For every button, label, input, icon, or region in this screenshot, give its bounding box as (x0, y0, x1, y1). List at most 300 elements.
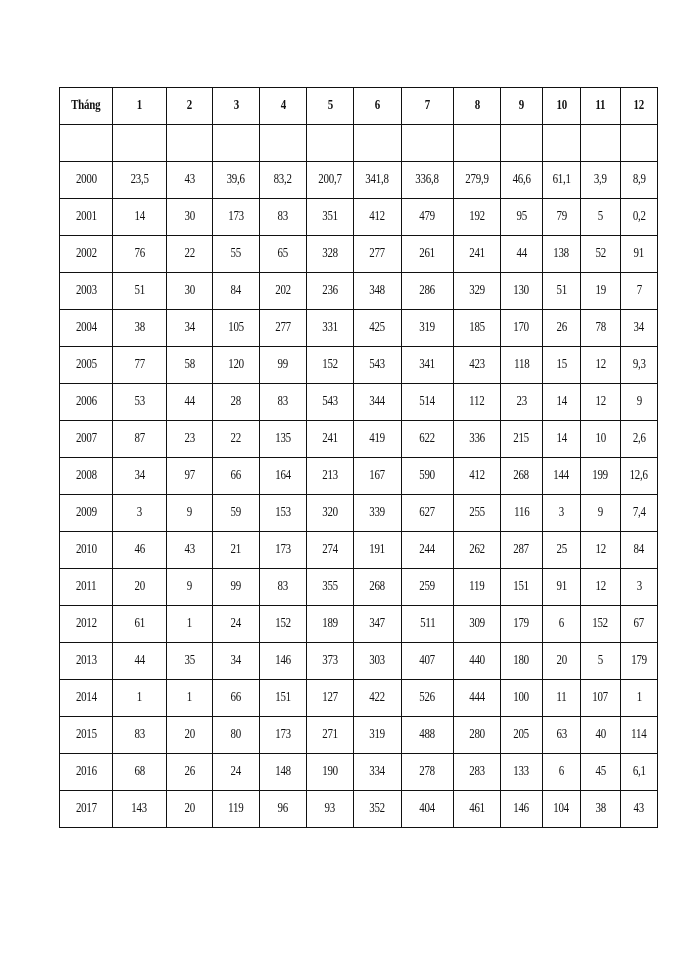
table-row (60, 532, 658, 569)
cell-text: 277 (275, 320, 291, 335)
cell-text: 26 (184, 764, 195, 779)
cell-text: 268 (513, 468, 530, 483)
value-cell (454, 199, 501, 236)
value-cell (581, 643, 621, 680)
cell-text: 319 (419, 320, 436, 335)
header-cell-text: 4 (280, 98, 286, 113)
cell-text: 5 (597, 653, 604, 668)
cell-text: 404 (419, 801, 436, 816)
value-cell (581, 273, 621, 310)
cell-text: 66 (230, 690, 242, 705)
cell-text: 6 (558, 764, 565, 779)
header-cell-text: 8 (474, 98, 480, 113)
value-cell (307, 606, 354, 643)
value-cell (113, 273, 167, 310)
value-cell (307, 421, 354, 458)
table-row (60, 384, 658, 421)
cell-text: 215 (513, 431, 530, 446)
value-cell (307, 495, 354, 532)
value-cell (501, 680, 543, 717)
cell-text: 173 (228, 209, 244, 224)
value-cell (354, 791, 402, 828)
cell-text: 205 (513, 727, 530, 742)
value-cell (454, 310, 501, 347)
value-cell (307, 347, 354, 384)
cell-text: 0,2 (632, 209, 646, 224)
year-cell (60, 199, 113, 236)
cell-text: 30 (184, 209, 195, 224)
cell-text: 143 (131, 801, 148, 816)
value-cell (454, 458, 501, 495)
cell-text: 344 (369, 394, 386, 409)
cell-text: 46,6 (512, 172, 531, 187)
cell-text: 336,8 (415, 172, 440, 187)
cell-text: 488 (419, 727, 436, 742)
cell-text: 59 (230, 505, 242, 520)
table-row (60, 347, 658, 384)
cell-text: 93 (324, 801, 336, 816)
year-cell (60, 458, 113, 495)
cell-text: 331 (322, 320, 338, 335)
cell-text: 45 (595, 764, 606, 779)
value-cell (113, 310, 167, 347)
value-cell (454, 643, 501, 680)
table-row (60, 643, 658, 680)
value-cell (543, 754, 581, 791)
header-cell-text: 1 (136, 98, 143, 113)
value-cell (113, 791, 167, 828)
cell-text: 2002 (75, 246, 97, 261)
value-cell (454, 347, 501, 384)
value-cell (167, 125, 213, 162)
value-cell (213, 754, 260, 791)
cell-text: 91 (633, 246, 645, 261)
cell-text: 46 (134, 542, 145, 557)
year-cell (60, 125, 113, 162)
value-cell (167, 680, 213, 717)
value-cell (501, 458, 543, 495)
value-cell (543, 384, 581, 421)
cell-text: 2011 (75, 579, 97, 594)
cell-text: 179 (513, 616, 530, 631)
year-cell (60, 347, 113, 384)
table-row (60, 606, 658, 643)
value-cell (167, 347, 213, 384)
monthly-data-table (59, 87, 658, 828)
cell-text: 2009 (75, 505, 97, 520)
cell-text: 61,1 (552, 172, 571, 187)
header-cell-text: 9 (518, 98, 525, 113)
value-cell (581, 125, 621, 162)
value-cell (581, 162, 621, 199)
value-cell (213, 532, 260, 569)
value-cell (167, 162, 213, 199)
cell-text: 20 (184, 727, 195, 742)
cell-text: 412 (469, 468, 485, 483)
cell-text: 5 (597, 209, 604, 224)
cell-text: 170 (513, 320, 530, 335)
year-cell (60, 569, 113, 606)
value-cell (307, 458, 354, 495)
cell-text: 274 (322, 542, 338, 557)
value-cell (113, 347, 167, 384)
value-cell (543, 310, 581, 347)
value-cell (113, 569, 167, 606)
value-cell (543, 421, 581, 458)
header-cell-text: 11 (595, 98, 606, 113)
value-cell (402, 643, 454, 680)
cell-text: 425 (369, 320, 386, 335)
cell-text: 277 (369, 246, 386, 261)
value-cell (113, 532, 167, 569)
value-cell (581, 458, 621, 495)
value-cell (454, 532, 501, 569)
cell-text: 152 (592, 616, 609, 631)
cell-text: 255 (469, 505, 485, 520)
cell-text: 12 (595, 357, 606, 372)
cell-text: 341,8 (365, 172, 390, 187)
header-cell-text: 3 (233, 98, 239, 113)
table-row (60, 310, 658, 347)
cell-text: 12 (595, 542, 606, 557)
cell-text: 185 (469, 320, 485, 335)
cell-text: 319 (369, 727, 386, 742)
cell-text: 191 (369, 542, 386, 557)
cell-text: 118 (513, 357, 530, 372)
value-cell (354, 458, 402, 495)
cell-text: 34 (134, 468, 145, 483)
table-body (60, 125, 658, 828)
value-cell (260, 495, 307, 532)
cell-text: 20 (556, 653, 567, 668)
cell-text: 20 (134, 579, 145, 594)
header-cell-month-10 (543, 88, 581, 125)
value-cell (454, 236, 501, 273)
cell-text: 259 (419, 579, 436, 594)
cell-text: 44 (134, 653, 145, 668)
cell-text: 423 (469, 357, 485, 372)
value-cell (501, 236, 543, 273)
cell-text: 2014 (75, 690, 97, 705)
value-cell (167, 717, 213, 754)
cell-text: 76 (134, 246, 145, 261)
value-cell (307, 199, 354, 236)
cell-text: 173 (275, 542, 291, 557)
value-cell (581, 495, 621, 532)
table-row (60, 495, 658, 532)
cell-text: 51 (556, 283, 567, 298)
cell-text: 213 (322, 468, 338, 483)
value-cell (354, 347, 402, 384)
cell-text: 10 (595, 431, 606, 446)
header-cell-month-5 (307, 88, 354, 125)
header-cell-month-6 (354, 88, 402, 125)
cell-text: 97 (184, 468, 195, 483)
value-cell (213, 458, 260, 495)
cell-text: 26 (556, 320, 567, 335)
cell-text: 52 (595, 246, 606, 261)
cell-text: 287 (513, 542, 530, 557)
header-cell-month-9 (501, 88, 543, 125)
value-cell (354, 569, 402, 606)
value-cell (501, 273, 543, 310)
cell-text: 407 (419, 653, 436, 668)
cell-text: 347 (369, 616, 386, 631)
value-cell (581, 680, 621, 717)
value-cell (260, 162, 307, 199)
cell-text: 9 (186, 505, 193, 520)
value-cell (260, 384, 307, 421)
cell-text: 25 (556, 542, 567, 557)
value-cell (543, 458, 581, 495)
cell-text: 120 (228, 357, 244, 372)
cell-text: 38 (134, 320, 145, 335)
value-cell (213, 273, 260, 310)
cell-text: 479 (419, 209, 436, 224)
value-cell (354, 199, 402, 236)
cell-text: 164 (275, 468, 291, 483)
value-cell (543, 717, 581, 754)
cell-text: 329 (469, 283, 485, 298)
table-row (60, 458, 658, 495)
value-cell (454, 680, 501, 717)
value-cell (621, 717, 658, 754)
value-cell (354, 680, 402, 717)
value-cell (167, 754, 213, 791)
cell-text: 279,9 (465, 172, 489, 187)
cell-text: 66 (230, 468, 242, 483)
cell-text: 119 (228, 801, 244, 816)
cell-text: 80 (230, 727, 242, 742)
value-cell (543, 495, 581, 532)
cell-text: 24 (230, 616, 242, 631)
value-cell (167, 236, 213, 273)
cell-text: 133 (513, 764, 530, 779)
value-cell (354, 717, 402, 754)
cell-text: 12,6 (629, 468, 649, 483)
cell-text: 2001 (75, 209, 97, 224)
cell-text: 38 (595, 801, 606, 816)
cell-text: 104 (553, 801, 570, 816)
cell-text: 34 (184, 320, 195, 335)
value-cell (543, 569, 581, 606)
value-cell (213, 606, 260, 643)
value-cell (501, 532, 543, 569)
value-cell (501, 421, 543, 458)
year-cell (60, 791, 113, 828)
table-row-empty (60, 125, 658, 162)
value-cell (621, 680, 658, 717)
value-cell (213, 310, 260, 347)
cell-text: 244 (419, 542, 436, 557)
year-cell (60, 384, 113, 421)
cell-text: 96 (277, 801, 289, 816)
value-cell (307, 384, 354, 421)
table-row (60, 754, 658, 791)
table-row (60, 236, 658, 273)
value-cell (260, 273, 307, 310)
value-cell (260, 347, 307, 384)
cell-text: 303 (369, 653, 386, 668)
value-cell (307, 643, 354, 680)
header-cell-month-label (60, 88, 113, 125)
cell-text: 262 (469, 542, 485, 557)
cell-text: 526 (419, 690, 436, 705)
cell-text: 138 (553, 246, 570, 261)
cell-text: 65 (277, 246, 289, 261)
cell-text: 91 (556, 579, 567, 594)
cell-text: 9 (597, 505, 604, 520)
cell-text: 68 (134, 764, 145, 779)
value-cell (260, 606, 307, 643)
value-cell (260, 791, 307, 828)
value-cell (354, 643, 402, 680)
cell-text: 9 (636, 394, 642, 409)
value-cell (402, 199, 454, 236)
value-cell (260, 125, 307, 162)
value-cell (307, 680, 354, 717)
cell-text: 34 (230, 653, 242, 668)
cell-text: 189 (322, 616, 338, 631)
table-row (60, 569, 658, 606)
value-cell (543, 162, 581, 199)
cell-text: 14 (556, 394, 567, 409)
value-cell (402, 717, 454, 754)
cell-text: 167 (369, 468, 386, 483)
cell-text: 22 (230, 431, 242, 446)
value-cell (213, 643, 260, 680)
cell-text: 511 (419, 616, 436, 631)
value-cell (501, 754, 543, 791)
value-cell (543, 199, 581, 236)
value-cell (621, 458, 658, 495)
cell-text: 152 (275, 616, 291, 631)
value-cell (454, 754, 501, 791)
value-cell (621, 384, 658, 421)
cell-text: 99 (277, 357, 289, 372)
value-cell (621, 569, 658, 606)
cell-text: 2013 (75, 653, 97, 668)
value-cell (543, 273, 581, 310)
cell-text: 11 (556, 690, 567, 705)
table-row (60, 273, 658, 310)
header-cell-month-7 (402, 88, 454, 125)
cell-text: 112 (469, 394, 485, 409)
value-cell (543, 236, 581, 273)
value-cell (260, 680, 307, 717)
value-cell (354, 162, 402, 199)
cell-text: 21 (230, 542, 242, 557)
value-cell (621, 532, 658, 569)
value-cell (501, 347, 543, 384)
value-cell (260, 717, 307, 754)
cell-text: 412 (369, 209, 386, 224)
value-cell (454, 162, 501, 199)
value-cell (213, 162, 260, 199)
cell-text: 23,5 (130, 172, 149, 187)
cell-text: 43 (184, 542, 195, 557)
header-cell-text: 12 (633, 98, 645, 113)
cell-text: 23 (516, 394, 527, 409)
value-cell (167, 310, 213, 347)
cell-text: 2012 (75, 616, 97, 631)
cell-text: 2,6 (632, 431, 646, 446)
value-cell (501, 717, 543, 754)
cell-text: 67 (633, 616, 645, 631)
value-cell (167, 791, 213, 828)
cell-text: 148 (275, 764, 291, 779)
cell-text: 339 (369, 505, 386, 520)
value-cell (621, 310, 658, 347)
cell-text: 151 (513, 579, 530, 594)
value-cell (260, 643, 307, 680)
value-cell (621, 162, 658, 199)
value-cell (402, 384, 454, 421)
cell-text: 6 (558, 616, 565, 631)
cell-text: 63 (556, 727, 567, 742)
cell-text: 95 (516, 209, 527, 224)
cell-text: 40 (595, 727, 606, 742)
value-cell (621, 643, 658, 680)
cell-text: 116 (513, 505, 530, 520)
cell-text: 35 (184, 653, 195, 668)
value-cell (402, 310, 454, 347)
value-cell (581, 310, 621, 347)
value-cell (113, 606, 167, 643)
cell-text: 278 (419, 764, 436, 779)
value-cell (543, 347, 581, 384)
value-cell (167, 273, 213, 310)
value-cell (454, 273, 501, 310)
cell-text: 348 (369, 283, 386, 298)
cell-text: 261 (419, 246, 436, 261)
value-cell (402, 680, 454, 717)
cell-text: 79 (556, 209, 567, 224)
cell-text: 24 (230, 764, 242, 779)
header-cell-month-4 (260, 88, 307, 125)
value-cell (167, 569, 213, 606)
year-cell (60, 532, 113, 569)
value-cell (113, 421, 167, 458)
cell-text: 2015 (75, 727, 97, 742)
value-cell (402, 236, 454, 273)
cell-text: 15 (556, 357, 567, 372)
cell-text: 135 (275, 431, 291, 446)
cell-text: 622 (419, 431, 436, 446)
cell-text: 543 (322, 394, 338, 409)
cell-text: 241 (322, 431, 338, 446)
cell-text: 2004 (75, 320, 97, 335)
value-cell (167, 606, 213, 643)
value-cell (454, 125, 501, 162)
value-cell (260, 199, 307, 236)
cell-text: 192 (469, 209, 485, 224)
value-cell (354, 421, 402, 458)
value-cell (113, 643, 167, 680)
value-cell (454, 791, 501, 828)
cell-text: 352 (369, 801, 386, 816)
cell-text: 53 (134, 394, 145, 409)
cell-text: 6,1 (632, 764, 646, 779)
cell-text: 2003 (75, 283, 97, 298)
value-cell (307, 310, 354, 347)
cell-text: 7,4 (632, 505, 646, 520)
cell-text: 77 (134, 357, 145, 372)
value-cell (402, 458, 454, 495)
header-cell-text: Tháng (71, 98, 101, 113)
year-cell (60, 495, 113, 532)
cell-text: 309 (469, 616, 485, 631)
